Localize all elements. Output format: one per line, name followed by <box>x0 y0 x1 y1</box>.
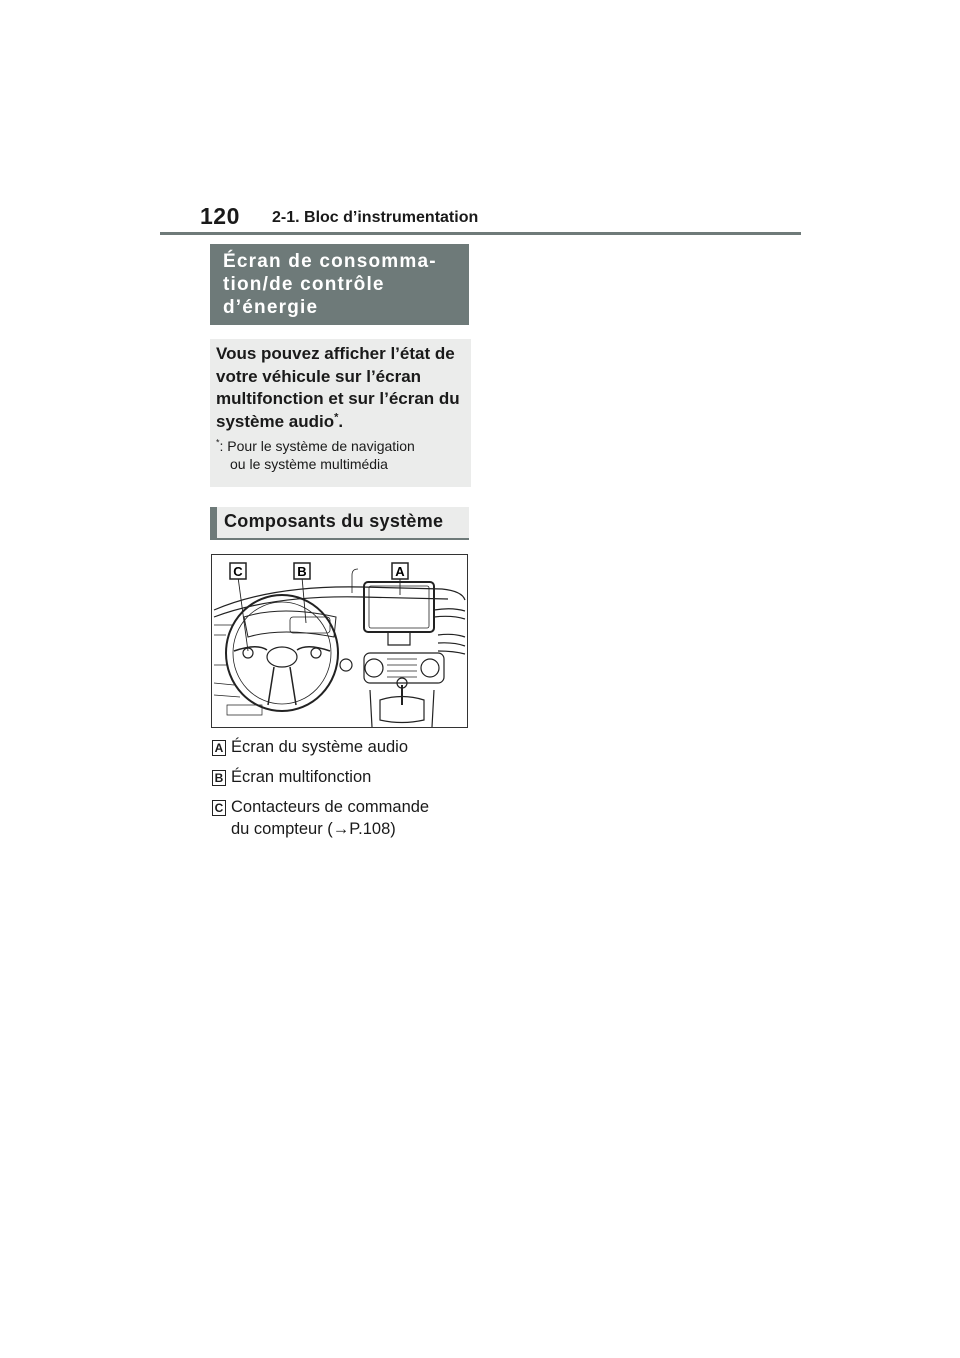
footnote-line2: ou le système multimédia <box>230 456 388 472</box>
callout-a: A <box>395 564 405 579</box>
intro-box <box>210 339 471 487</box>
legend-badge-a: A <box>212 740 226 756</box>
page-title: Écran de consomma- tion/de contrôle d’énergie <box>223 251 437 318</box>
intro-asterisk: * <box>334 410 339 423</box>
dashboard-illustration <box>211 554 468 728</box>
callout-c: C <box>233 564 243 579</box>
legend-text-c-prefix: du compteur ( <box>231 820 333 838</box>
header-rule <box>160 232 801 235</box>
page-number: 120 <box>200 203 240 229</box>
callout-b: B <box>297 564 307 579</box>
intro-text: Vous pouvez afficher l’état de votre véhicule sur l’écran multifonction et sur l’écran du système audio <box>216 344 460 431</box>
page-reference-link[interactable]: P.108) <box>349 820 396 838</box>
legend-text-c-line1: Contacteurs de commande <box>231 798 430 816</box>
legend-text-c <box>231 796 511 840</box>
legend-badge-c: C <box>212 800 226 816</box>
footnote-line1: : Pour le système de navigation <box>219 438 415 454</box>
arrow-icon: → <box>332 820 350 838</box>
footnote <box>216 437 461 473</box>
legend-badge-b: B <box>212 770 226 786</box>
intro-period: . <box>338 411 344 431</box>
section-heading-text: Composants du système <box>224 511 444 531</box>
legend-text-b: Écran multifonction <box>231 768 372 786</box>
legend-text-a: Écran du système audio <box>231 738 409 756</box>
title-block <box>210 244 469 325</box>
section-reference: 2-1. Bloc d’instrumentation <box>272 209 479 226</box>
section-heading <box>210 507 469 540</box>
dashboard-drawing <box>212 555 467 727</box>
intro-paragraph <box>216 343 461 433</box>
footnote-marker: * <box>216 437 220 448</box>
